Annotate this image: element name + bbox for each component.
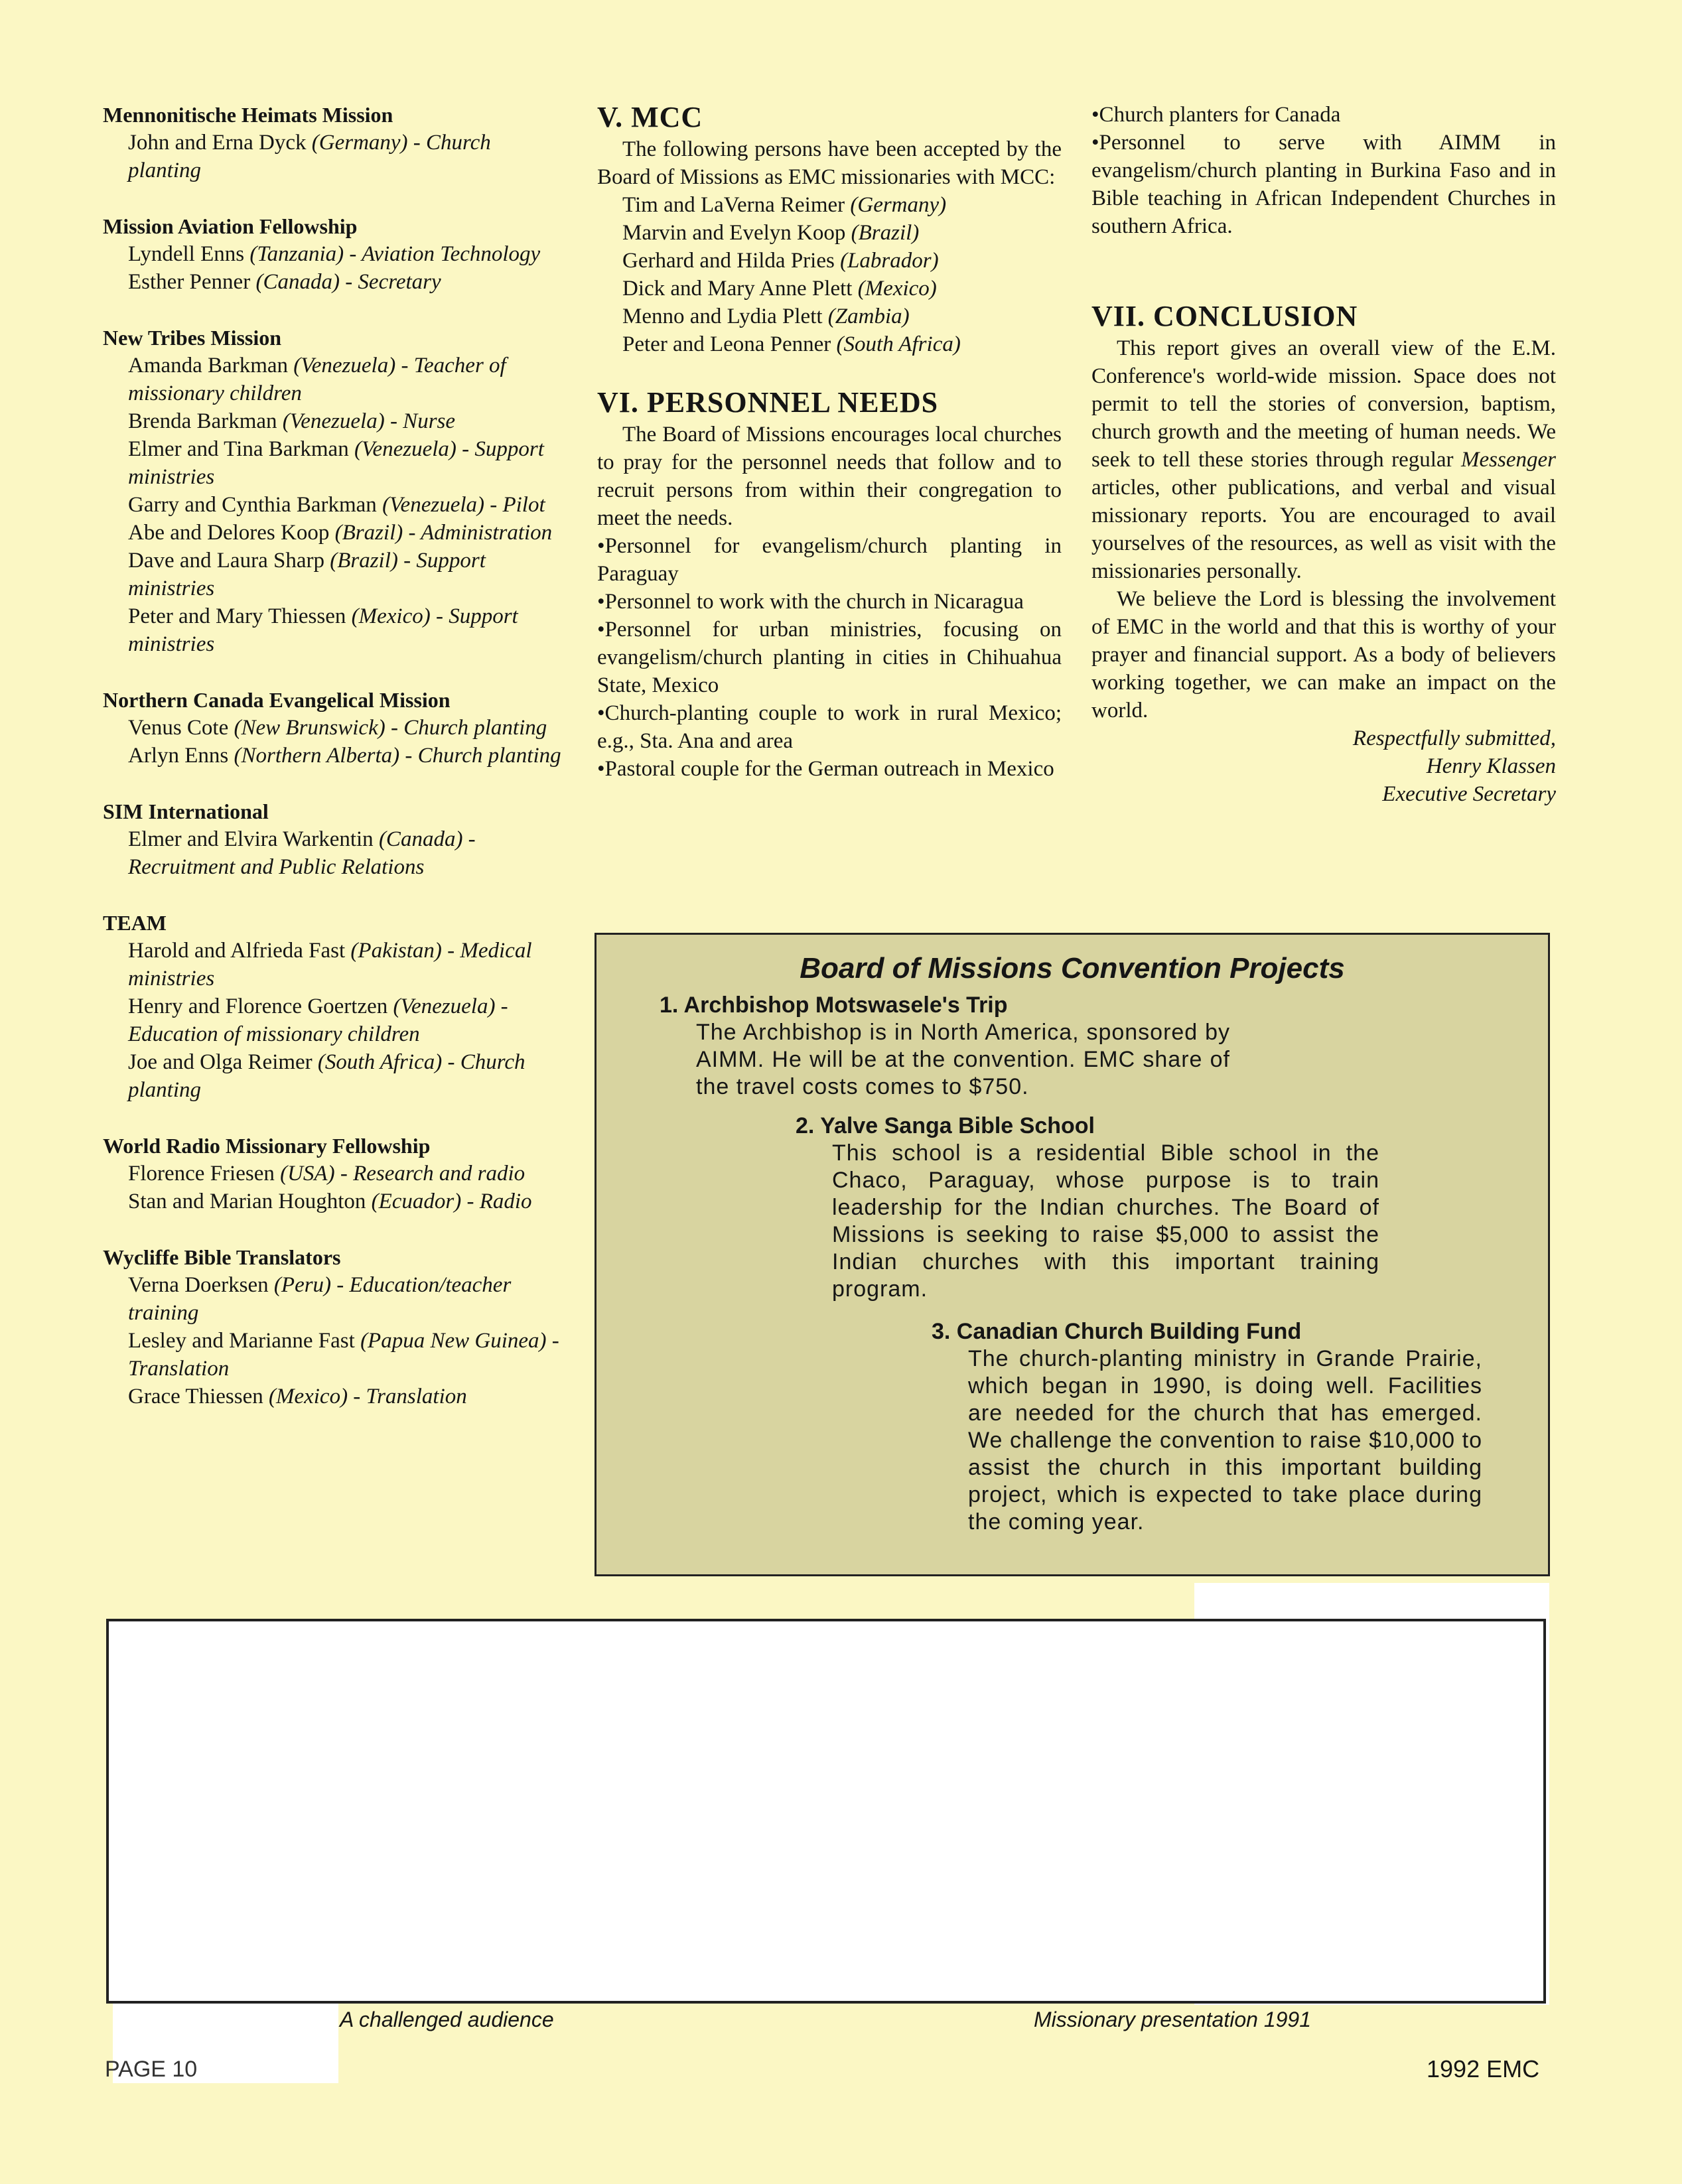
- mission-group: [103, 686, 567, 770]
- personnel-list-continued: [1091, 101, 1556, 240]
- missionary-entry: [103, 1383, 567, 1410]
- project-body: The Archbishop is in North America, sponsored by AIMM. He will be at the convention. EMC share of the travel costs comes to $750.: [696, 1020, 1230, 1099]
- projects-title: Board of Missions Convention Projects: [800, 952, 1345, 985]
- signature-name: Henry Klassen: [1426, 754, 1556, 778]
- missionary-assignment: (Mexico) - Support ministries: [128, 604, 518, 656]
- missionary-assignment: (New Brunswick) - Church planting: [234, 716, 547, 740]
- missionary-list-column: [103, 101, 567, 1438]
- project-heading: 3. Canadian Church Building Fund: [932, 1319, 1302, 1344]
- caption-right: Missionary presentation 1991: [1034, 2008, 1312, 2031]
- mission-name: Wycliffe Bible Translators: [103, 1245, 341, 1269]
- missionary-assignment: (Venezuela) - Support ministries: [128, 437, 544, 489]
- missionary-entry: [103, 1271, 567, 1327]
- missionary-entry: [103, 407, 567, 435]
- missionary-names: Garry and Cynthia Barkman: [128, 493, 383, 517]
- missionary-names: Menno and Lydia Plett: [622, 305, 828, 328]
- personnel-intro: The Board of Missions encourages local churches to pray for the personnel needs that follow and to recruit persons from within their congregation to meet the needs.: [597, 423, 1062, 530]
- mcc-missionary-entry: [597, 275, 1062, 303]
- missionary-names: Joe and Olga Reimer: [128, 1050, 318, 1074]
- missionary-assignment: (USA) - Research and radio: [280, 1162, 526, 1186]
- mcc-missionary-entry: [597, 219, 1062, 247]
- missionary-entry: [103, 129, 567, 184]
- personnel-need-item: •Church-planting couple to work in rural Mexico; e.g., Sta. Ana and area: [597, 701, 1062, 753]
- missionary-assignment: (Canada) - Secretary: [255, 270, 441, 294]
- signature-closing: Respectfully submitted,: [1352, 726, 1556, 750]
- missionary-assignment: (Venezuela) - Pilot: [382, 493, 545, 517]
- missionary-country: (Mexico): [857, 277, 937, 301]
- missionary-entry: [103, 1188, 567, 1215]
- project-body: This school is a residential Bible school in the Chaco, Paraguay, whose purpose is to train leadership for the Indian churches. The Board of Missions is seeking to raise $5,000 to assist the Indian churches with this important training program.: [832, 1140, 1379, 1302]
- missionary-names: Arlyn Enns: [128, 744, 234, 768]
- mission-name: World Radio Missionary Fellowship: [103, 1134, 431, 1158]
- personnel-need-item: •Personnel to work with the church in Nicaragua: [597, 590, 1024, 614]
- mission-group: [103, 797, 567, 881]
- missionary-entry: [103, 742, 567, 770]
- missionary-assignment: (Venezuela) - Education of missionary children: [128, 994, 508, 1046]
- missionary-assignment: (Mexico) - Translation: [268, 1385, 467, 1408]
- project-heading: 2. Yalve Sanga Bible School: [796, 1113, 1095, 1138]
- mcc-list: [597, 191, 1062, 358]
- missionary-names: Grace Thiessen: [128, 1385, 269, 1408]
- missionary-names: Amanda Barkman: [128, 354, 294, 377]
- missionary-names: Lyndell Enns: [128, 242, 250, 266]
- missionary-names: Marvin and Evelyn Koop: [622, 221, 851, 245]
- mcc-and-personnel-column: [597, 101, 1062, 783]
- mcc-missionary-entry: [597, 191, 1062, 219]
- missionary-names: Tim and LaVerna Reimer: [622, 193, 851, 217]
- missionary-names: Elmer and Elvira Warkentin: [128, 827, 379, 851]
- mission-name: Mission Aviation Fellowship: [103, 214, 358, 238]
- project-heading: 1. Archbishop Motswasele's Trip: [660, 992, 1008, 1018]
- missionary-names: Henry and Florence Goertzen: [128, 994, 393, 1018]
- missionary-assignment: (Venezuela) - Nurse: [282, 409, 456, 433]
- page-number: PAGE 10: [105, 2057, 198, 2082]
- missionary-names: Esther Penner: [128, 270, 256, 294]
- missionary-assignment: (Brazil) - Administration: [334, 521, 553, 545]
- mission-name: New Tribes Mission: [103, 326, 282, 350]
- missionary-names: Abe and Delores Koop: [128, 521, 335, 545]
- mission-name: Mennonitische Heimats Mission: [103, 103, 393, 127]
- missionary-entry: [103, 519, 567, 547]
- personnel-heading: VI. PERSONNEL NEEDS: [597, 386, 939, 419]
- mission-group: [103, 1243, 567, 1410]
- photo-frame: [106, 1619, 1546, 2004]
- missionary-entry: [103, 268, 567, 296]
- mission-name: TEAM: [103, 911, 167, 935]
- project-item: [932, 1318, 1482, 1536]
- missionary-names: Harold and Alfrieda Fast: [128, 939, 351, 963]
- missionary-assignment: (Venezuela) - Teacher of missionary children: [128, 354, 506, 405]
- mcc-missionary-entry: [597, 247, 1062, 275]
- missionary-assignment: (Pakistan) - Medical ministries: [128, 939, 532, 990]
- missionary-names: Gerhard and Hilda Pries: [622, 249, 841, 273]
- missionary-country: (Brazil): [851, 221, 920, 245]
- missionary-entry: [103, 240, 567, 268]
- missionary-entry: [103, 1160, 567, 1188]
- missionary-assignment: (Germany) - Church planting: [128, 131, 491, 182]
- mission-group: [103, 101, 567, 184]
- personnel-need-item: •Personnel to serve with AIMM in evangelism/church planting in Burkina Faso and in Bible teaching in African Independent Churches in southern Africa.: [1091, 131, 1556, 238]
- missionary-names: Peter and Mary Thiessen: [128, 604, 352, 628]
- missionary-assignment: (Ecuador) - Radio: [371, 1190, 532, 1213]
- convention-projects-box: [595, 933, 1550, 1576]
- mcc-heading: V. MCC: [597, 101, 703, 133]
- missionary-entry: [103, 1048, 567, 1104]
- caption-left: A challenged audience: [340, 2008, 554, 2031]
- missionary-entry: [103, 1327, 567, 1383]
- missionary-country: (South Africa): [836, 332, 961, 356]
- mcc-intro: The following persons have been accepted by the Board of Missions as EMC missionaries with MCC:: [597, 137, 1062, 189]
- missionary-names: Peter and Leona Penner: [622, 332, 837, 356]
- missionary-names: Verna Doerksen: [128, 1273, 274, 1297]
- personnel-need-item: •Personnel for evangelism/church planting in Paraguay: [597, 534, 1062, 586]
- conclusion-paragraph-2: We believe the Lord is blessing the involvement of EMC in the world and that this is worthy of your prayer and financial support. As a body of believers working together, we can make an impact on the world.: [1091, 587, 1556, 722]
- missionary-entry: [103, 992, 567, 1048]
- missionary-names: Stan and Marian Houghton: [128, 1190, 372, 1213]
- mcc-missionary-entry: [597, 303, 1062, 330]
- missionary-names: John and Erna Dyck: [128, 131, 312, 155]
- missionary-assignment: (Peru) - Education/teacher training: [128, 1273, 512, 1325]
- missionary-names: Venus Cote: [128, 716, 234, 740]
- personnel-need-item: •Pastoral couple for the German outreach in Mexico: [597, 757, 1054, 781]
- project-item: [660, 992, 1230, 1101]
- missionary-country: (Zambia): [827, 305, 910, 328]
- project-item: [796, 1113, 1379, 1303]
- missionary-assignment: (Papua New Guinea) - Translation: [128, 1329, 559, 1381]
- mission-name: SIM International: [103, 799, 269, 823]
- mission-group: [103, 324, 567, 658]
- missionary-assignment: (South Africa) - Church planting: [128, 1050, 526, 1102]
- missionary-country: (Labrador): [840, 249, 939, 273]
- missionary-entry: [103, 602, 567, 658]
- mission-name: Northern Canada Evangelical Mission: [103, 688, 451, 712]
- mcc-missionary-entry: [597, 330, 1062, 358]
- footer-publication: 1992 EMC: [1427, 2055, 1540, 2082]
- missionary-assignment: (Brazil) - Support ministries: [128, 549, 486, 600]
- mission-group: [103, 909, 567, 1104]
- missionary-entry: [103, 714, 567, 742]
- missionary-entry: [103, 547, 567, 602]
- missionary-names: Florence Friesen: [128, 1162, 281, 1186]
- project-body: The church-planting ministry in Grande Prairie, which began in 1990, is doing well. Facilities are needed for the church that has emerged. We challenge the convention to raise $10,000 to assist the church in this important building project, which is expected to take place during the coming year.: [968, 1346, 1482, 1535]
- missionary-entry: [103, 937, 567, 992]
- missionary-assignment: (Canada) - Recruitment and Public Relations: [128, 827, 476, 879]
- missionary-entry: [103, 825, 567, 881]
- missionary-country: (Germany): [850, 193, 947, 217]
- conclusion-paragraph-1: This report gives an overall view of the E.M. Conference's world-wide mission. Space does not permit to tell the stories of conversion, baptism, church growth and the meeting of human needs. We seek to tell these stories through regular Messenger articles, other publications, and verbal and visual missionary reports. You are encouraged to avail yourselves of the resources, as well as visit with the missionaries personally.: [1091, 336, 1556, 583]
- personnel-need-item: •Personnel for urban ministries, focusing on evangelism/church planting in cities in Chihuahua State, Mexico: [597, 618, 1062, 697]
- personnel-list: [597, 532, 1062, 783]
- mission-group: [103, 212, 567, 296]
- missionary-assignment: (Northern Alberta) - Church planting: [234, 744, 561, 768]
- missionary-entry: [103, 435, 567, 491]
- missionary-names: Dick and Mary Anne Plett: [622, 277, 858, 301]
- missionary-entry: [103, 491, 567, 519]
- signature-title: Executive Secretary: [1382, 782, 1556, 806]
- missionary-names: Brenda Barkman: [128, 409, 283, 433]
- missionary-assignment: (Tanzania) - Aviation Technology: [249, 242, 541, 266]
- personnel-need-item: •Church planters for Canada: [1091, 103, 1341, 127]
- mission-group: [103, 1132, 567, 1215]
- missionary-entry: [103, 352, 567, 407]
- missionary-names: Lesley and Marianne Fast: [128, 1329, 361, 1353]
- missionary-names: Dave and Laura Sharp: [128, 549, 330, 573]
- conclusion-heading: VII. CONCLUSION: [1091, 300, 1358, 332]
- conclusion-column: [1091, 101, 1556, 808]
- missionary-names: Elmer and Tina Barkman: [128, 437, 354, 461]
